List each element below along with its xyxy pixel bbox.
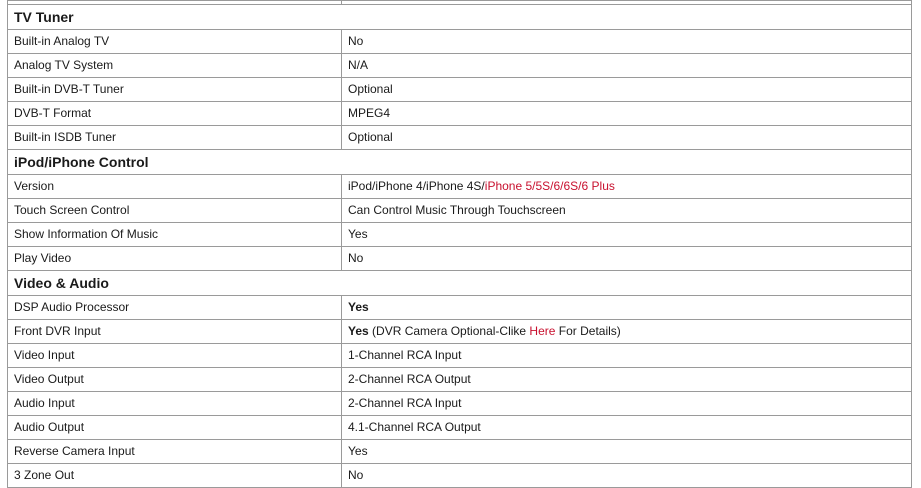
dvr-note-post: For Details) xyxy=(555,324,621,338)
row-value: Optional xyxy=(342,78,912,102)
row-label: DVB-T Format xyxy=(8,102,342,126)
row-label: Audio Input xyxy=(8,392,342,416)
table-row xyxy=(8,392,912,416)
table-row xyxy=(8,78,912,102)
table-row xyxy=(8,416,912,440)
table-row xyxy=(8,296,912,320)
row-value: 2-Channel RCA Output xyxy=(342,368,912,392)
table-row xyxy=(8,368,912,392)
row-label: Audio Output xyxy=(8,416,342,440)
section-title: TV Tuner xyxy=(8,5,912,30)
table-row xyxy=(8,175,912,199)
row-label: Front DVR Input xyxy=(8,320,342,344)
dvr-details-link[interactable]: Here xyxy=(529,324,556,338)
row-label: Play Video xyxy=(8,247,342,271)
row-label: Version xyxy=(8,175,342,199)
section-header-tv-tuner xyxy=(8,5,912,30)
table-row xyxy=(8,440,912,464)
table-row xyxy=(8,223,912,247)
row-label: Video Output xyxy=(8,368,342,392)
dvr-yes: Yes xyxy=(348,324,369,338)
row-value xyxy=(342,175,912,199)
row-label: Built-in ISDB Tuner xyxy=(8,126,342,150)
row-value: 1-Channel RCA Input xyxy=(342,344,912,368)
row-value: Can Control Music Through Touchscreen xyxy=(342,199,912,223)
row-label: Built-in Analog TV xyxy=(8,30,342,54)
row-value: No xyxy=(342,30,912,54)
row-value: No xyxy=(342,464,912,488)
table-row xyxy=(8,199,912,223)
section-title: iPod/iPhone Control xyxy=(8,150,912,175)
table-row xyxy=(8,126,912,150)
version-highlight: iPhone 5/5S/6/6S/6 Plus xyxy=(484,179,615,193)
table-row xyxy=(8,320,912,344)
row-value: 4.1-Channel RCA Output xyxy=(342,416,912,440)
row-value: MPEG4 xyxy=(342,102,912,126)
section-title: Video & Audio xyxy=(8,271,912,296)
table-row xyxy=(8,54,912,78)
row-label: Analog TV System xyxy=(8,54,342,78)
dvr-note-pre: (DVR Camera Optional-Clike xyxy=(368,324,530,338)
section-header-video-audio xyxy=(8,271,912,296)
row-value: 2-Channel RCA Input xyxy=(342,392,912,416)
row-value: Yes xyxy=(342,296,912,320)
row-label: Video Input xyxy=(8,344,342,368)
row-label: Reverse Camera Input xyxy=(8,440,342,464)
row-value: Optional xyxy=(342,126,912,150)
row-value xyxy=(342,320,912,344)
row-value: N/A xyxy=(342,54,912,78)
row-label: DSP Audio Processor xyxy=(8,296,342,320)
section-header-ipod-control xyxy=(8,150,912,175)
table-row xyxy=(8,344,912,368)
row-label: Touch Screen Control xyxy=(8,199,342,223)
table-row xyxy=(8,102,912,126)
row-value: Yes xyxy=(342,223,912,247)
table-row xyxy=(8,30,912,54)
row-label: Built-in DVB-T Tuner xyxy=(8,78,342,102)
row-label: Show Information Of Music xyxy=(8,223,342,247)
row-value: Yes xyxy=(342,440,912,464)
row-label: 3 Zone Out xyxy=(8,464,342,488)
table-row xyxy=(8,247,912,271)
row-value: No xyxy=(342,247,912,271)
version-text: iPod/iPhone 4/iPhone 4S/ xyxy=(348,179,485,193)
spec-table xyxy=(7,0,912,488)
table-row xyxy=(8,464,912,488)
